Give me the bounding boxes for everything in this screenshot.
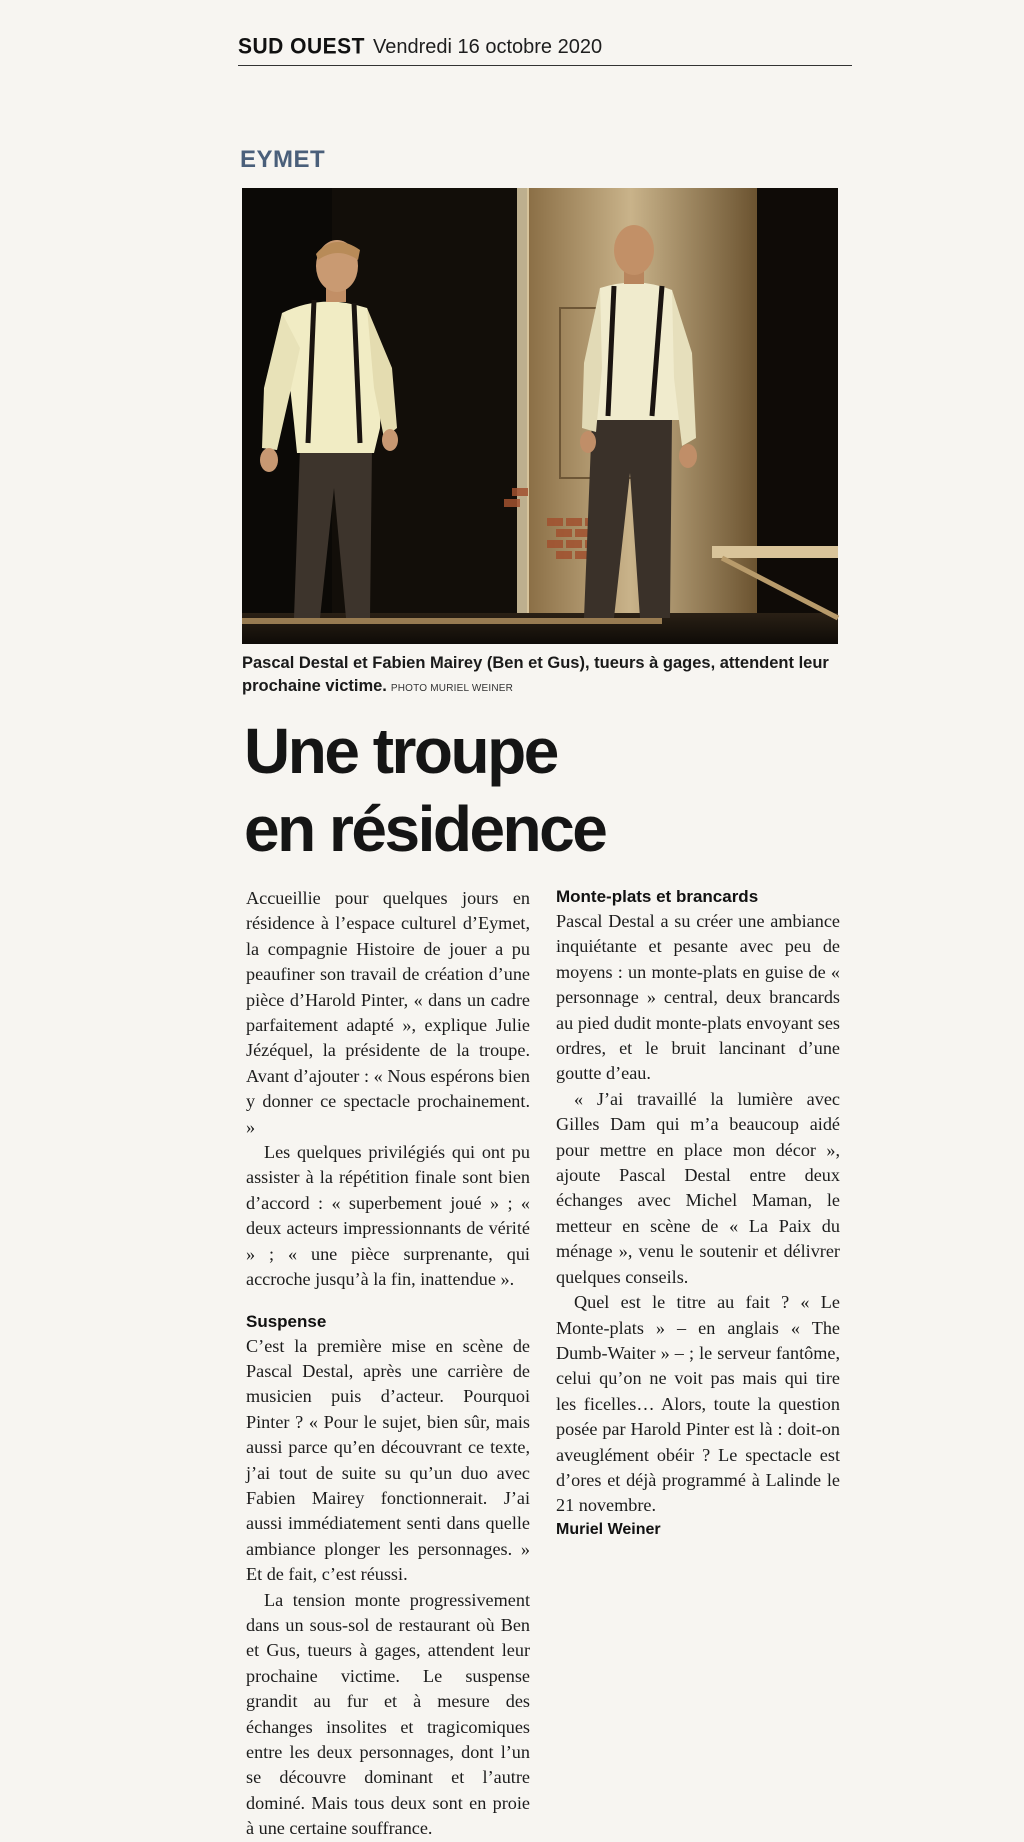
- headline-line-1: Une troupe: [244, 715, 557, 787]
- subheading-monte-plats: Monte-plats et brancards: [556, 887, 759, 906]
- article-author: Muriel Weiner: [556, 1520, 661, 1538]
- paragraph-1: Accueillie pour quelques jours en résidence à l’espace culturel d’Eymet, la compagnie Histoire de jouer a pu peaufiner son travail de création d’une pièce d’Harold Pinter, « dans un cadre parfaitement adapté », explique Julie Jézéquel, la présidente de la troupe. Avant d’ajouter : « Nous espérons bien y donner ce spectacle prochainement. »: [246, 888, 530, 1137]
- paragraph-7: Quel est le titre au fait ? « Le Monte-plats » – en anglais « The Dumb-Waiter » – ; le serveur fantôme, celui qu’on ne voit pas mais qui tire les ficelles… Alors, toute la question posée par Harold Pinter est là : doit-on aveuglément obéir ? Le spectacle est d’ores et déjà programmé à Lalinde le 21 novembre.: [556, 1292, 840, 1516]
- section-tag: EYMET: [240, 146, 326, 173]
- article-photo: [242, 188, 838, 644]
- paragraph-4: La tension monte progressivement dans un sous-sol de restaurant où Ben et Gus, tueurs à gages, attendent leur prochaine victime. Le suspense grandit au fur et à mesure des échanges insolites et tragicomiques entre les deux personnages, dont l’un se découvre dominant et l’autre dominé. Mais tous deux sont en proie à une certaine souffrance.: [246, 1589, 530, 1839]
- paragraph-5: Pascal Destal a su créer une ambiance inquiétante et pesante avec peu de moyens : un monte-plats en guise de « personnage » central, deux brancards au pied dudit monte-plats envoyant ses ordres, et le bruit lancinant d’une goutte d’eau.: [556, 911, 840, 1084]
- paragraph-3: C’est la première mise en scène de Pascal Destal, après une carrière de musicien puis d’acteur. Pourquoi Pinter ? « Pour le sujet, bien sûr, mais aussi parce qu’en découvrant ce texte, j’ai tout de suite su qu’un duo avec Fabien Mairey fonctionnerait. J’ai aussi immédiatement senti dans quelle ambiance plonger les personnages. » Et de fait, c’est réussi.: [246, 1335, 530, 1585]
- article-headline: [244, 712, 844, 868]
- subheading-suspense: Suspense: [246, 1311, 327, 1331]
- article-column-left: [246, 886, 530, 1842]
- photo-credit: PHOTO MURIEL WEINER: [390, 683, 514, 694]
- paragraph-2: Les quelques privilégiés qui ont pu assister à la répétition finale sont bien d’accord : « superbement joué » ; « deux acteurs impressionnants de vérité » ; « une pièce surprenante, qui accroche jusqu’à la fin, inattendue ».: [246, 1142, 530, 1290]
- photo-caption: [242, 652, 842, 700]
- caption-text: Pascal Destal et Fabien Mairey (Ben et Gus), tueurs à gages, attendent leur prochaine victime.: [242, 654, 829, 695]
- headline-line-2: en résidence: [244, 793, 606, 865]
- article-column-right: [556, 886, 840, 1541]
- paragraph-6: « J’ai travaillé la lumière avec Gilles Dam qui m’a beaucoup aidé pour mettre en place mon décor », ajoute Pascal Destal entre deux échanges avec Michel Maman, le metteur en scène de « La Paix du ménage », venu le soutenir et délivrer quelques conseils.: [556, 1088, 840, 1287]
- newspaper-name: SUD OUEST: [238, 34, 366, 59]
- issue-date: Vendredi 16 octobre 2020: [373, 36, 603, 58]
- masthead: [238, 20, 852, 66]
